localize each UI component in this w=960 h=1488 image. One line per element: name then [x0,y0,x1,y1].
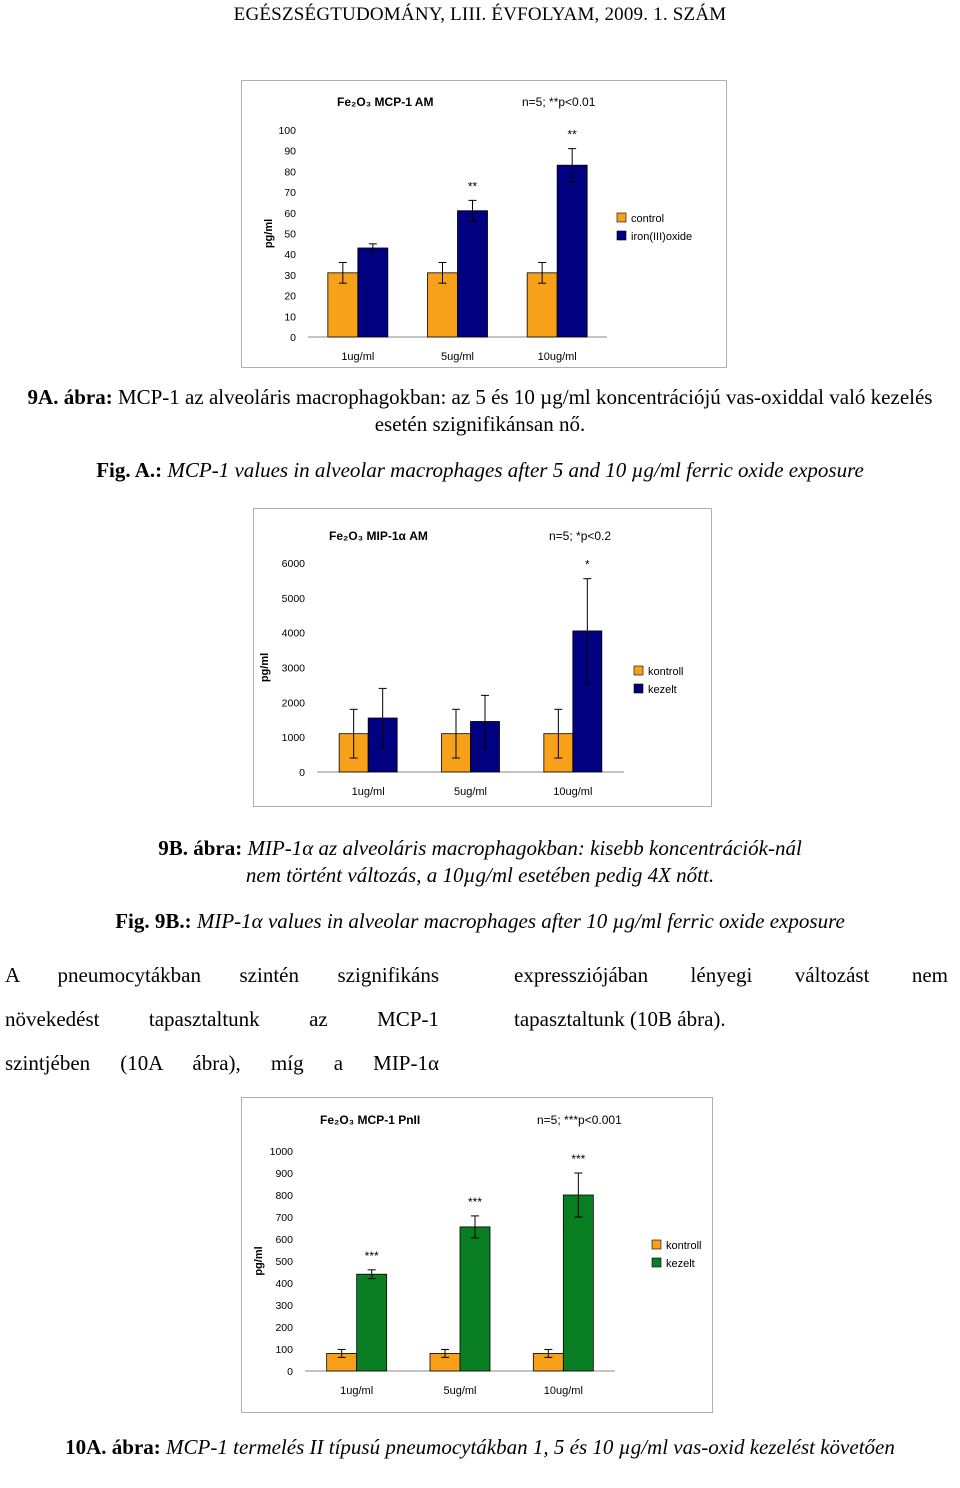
legend-swatch [634,684,643,693]
y-tick-label: 100 [278,125,296,137]
y-tick-label: 100 [275,1344,293,1356]
y-tick-label: 300 [275,1300,293,1312]
caption-9a-en-label: Fig. A.: [96,458,163,482]
legend-swatch [634,666,643,675]
caption-9a-text: MCP-1 az alveoláris macrophagokban: az 5 és 10 µg/ml koncentrációjú vas-oxiddal való kezelés esetén szignifikánsan nő. [117,385,933,436]
y-tick-label: 40 [284,249,296,262]
figure-9a-chart [241,80,727,368]
y-axis-label: pg/ml [259,652,271,683]
significance-marker: * [584,557,590,572]
chart-stat-note: n=5; **p<0.01 [522,95,596,109]
caption-9a [10,384,950,438]
y-tick-label: 10 [284,311,296,324]
y-tick-label: 600 [275,1234,293,1246]
body-left-line-2: növekedést tapasztaltunk az MCP-1 [5,1007,439,1031]
caption-9b-en-label: Fig. 9B.: [115,909,192,933]
caption-9b-en-text: MIP-1α values in alveolar macrophages after 10 µg/ml ferric oxide exposure [196,909,845,933]
figure-10a-chart [241,1097,713,1413]
y-tick-label: 20 [284,290,296,303]
caption-10a [10,1434,950,1461]
journal-header: EGÉSZSÉGTUDOMÁNY, LIII. ÉVFOLYAM, 2009. 1. SZÁM [233,4,727,25]
y-tick-label: 70 [284,187,296,200]
chart-title: Fe₂O₃ MCP-1 PnII [320,1113,421,1127]
caption-9b-label: 9B. ábra: [158,836,243,860]
y-tick-label: 30 [284,269,296,282]
caption-9b [150,835,810,889]
x-tick-label: 5ug/ml [443,1385,477,1397]
body-right-line-1: expressziójában lényegi változást nem [514,963,948,987]
caption-9b-text: MIP-1α az alveoláris macrophagokban: kisebb koncentrációk-nál nem történt változás, a 10µg/ml esetében pedig 4X nőtt. [245,836,802,887]
caption-9a-en-text: MCP-1 values in alveolar macrophages after 5 and 10 µg/ml ferric oxide exposure [167,458,864,482]
x-tick-label: 5ug/ml [453,786,488,798]
significance-marker: *** [364,1248,379,1263]
significance-marker: ** [467,179,478,194]
legend-label: kezelt [666,1258,695,1270]
significance-marker: ** [567,127,577,142]
bar-treated [460,1227,490,1371]
legend-label: kontroll [666,1240,702,1252]
y-tick-label: 200 [275,1322,293,1334]
legend-swatch [652,1240,661,1249]
y-tick-label: 80 [284,166,296,179]
body-left-line-1: A pneumocytákban szintén szignifikáns [5,963,439,987]
legend-label: control [631,213,665,225]
y-axis-label: pg/ml [263,218,275,249]
x-tick-label: 1ug/ml [341,351,375,363]
bar-treated [557,165,587,337]
y-tick-label: 1000 [269,1146,293,1158]
chart-title: Fe₂O₃ MCP-1 AM [337,95,434,109]
body-left-column [5,953,439,1085]
significance-marker: *** [571,1152,586,1166]
bar-treated [357,1274,387,1371]
y-tick-label: 5000 [281,592,305,605]
y-tick-label: 0 [287,1366,293,1378]
caption-9a-en [10,457,950,484]
y-tick-label: 4000 [281,627,305,640]
y-tick-label: 400 [275,1278,293,1290]
legend-swatch [617,213,626,222]
y-axis-label: pg/ml [253,1246,265,1276]
y-tick-label: 900 [275,1168,293,1180]
y-tick-label: 500 [275,1256,293,1268]
y-tick-label: 60 [284,207,296,220]
caption-10a-text: MCP-1 termelés II típusú pneumocytákban 1, 5 és 10 µg/ml vas-oxid kezelést követően [166,1435,895,1459]
bar-treated [563,1195,593,1371]
bar-treated [458,211,488,337]
chart-stat-note: n=5; *p<0.2 [549,529,612,543]
significance-marker: *** [467,1194,483,1209]
bar-treated [358,248,388,337]
x-tick-label: 1ug/ml [340,1385,374,1397]
figure-9b-chart [253,508,712,807]
caption-9b-en [10,908,950,935]
body-left-line-3: szintjében (10A ábra), míg a MIP-1α [5,1051,439,1075]
x-tick-label: 1ug/ml [351,786,385,798]
y-tick-label: 0 [290,332,296,344]
y-tick-label: 90 [284,145,296,158]
legend-swatch [652,1258,661,1267]
x-tick-label: 10ug/ml [543,1385,583,1397]
x-tick-label: 10ug/ml [553,786,593,798]
legend-label: kontroll [648,666,684,678]
caption-9a-label: 9A. ábra: [27,385,113,409]
chart-title: Fe₂O₃ MIP-1α AM [329,529,428,543]
y-tick-label: 1000 [281,732,305,745]
y-tick-label: 50 [284,228,296,241]
chart-stat-note: n=5; ***p<0.001 [537,1113,622,1127]
caption-10a-label: 10A. ábra: [65,1435,161,1459]
y-tick-label: 700 [275,1212,293,1224]
y-tick-label: 2000 [281,697,305,710]
body-right-column [514,953,948,1041]
legend-label: kezelt [648,684,677,696]
body-right-line-2: tapasztaltunk (10B ábra). [514,1007,726,1031]
legend-label: iron(III)oxide [631,231,693,243]
legend-swatch [617,231,626,240]
x-tick-label: 5ug/ml [440,351,475,363]
y-tick-label: 800 [275,1190,293,1202]
y-tick-label: 6000 [281,558,305,570]
y-tick-label: 0 [299,767,305,779]
x-tick-label: 10ug/ml [537,351,577,363]
y-tick-label: 3000 [281,662,305,675]
